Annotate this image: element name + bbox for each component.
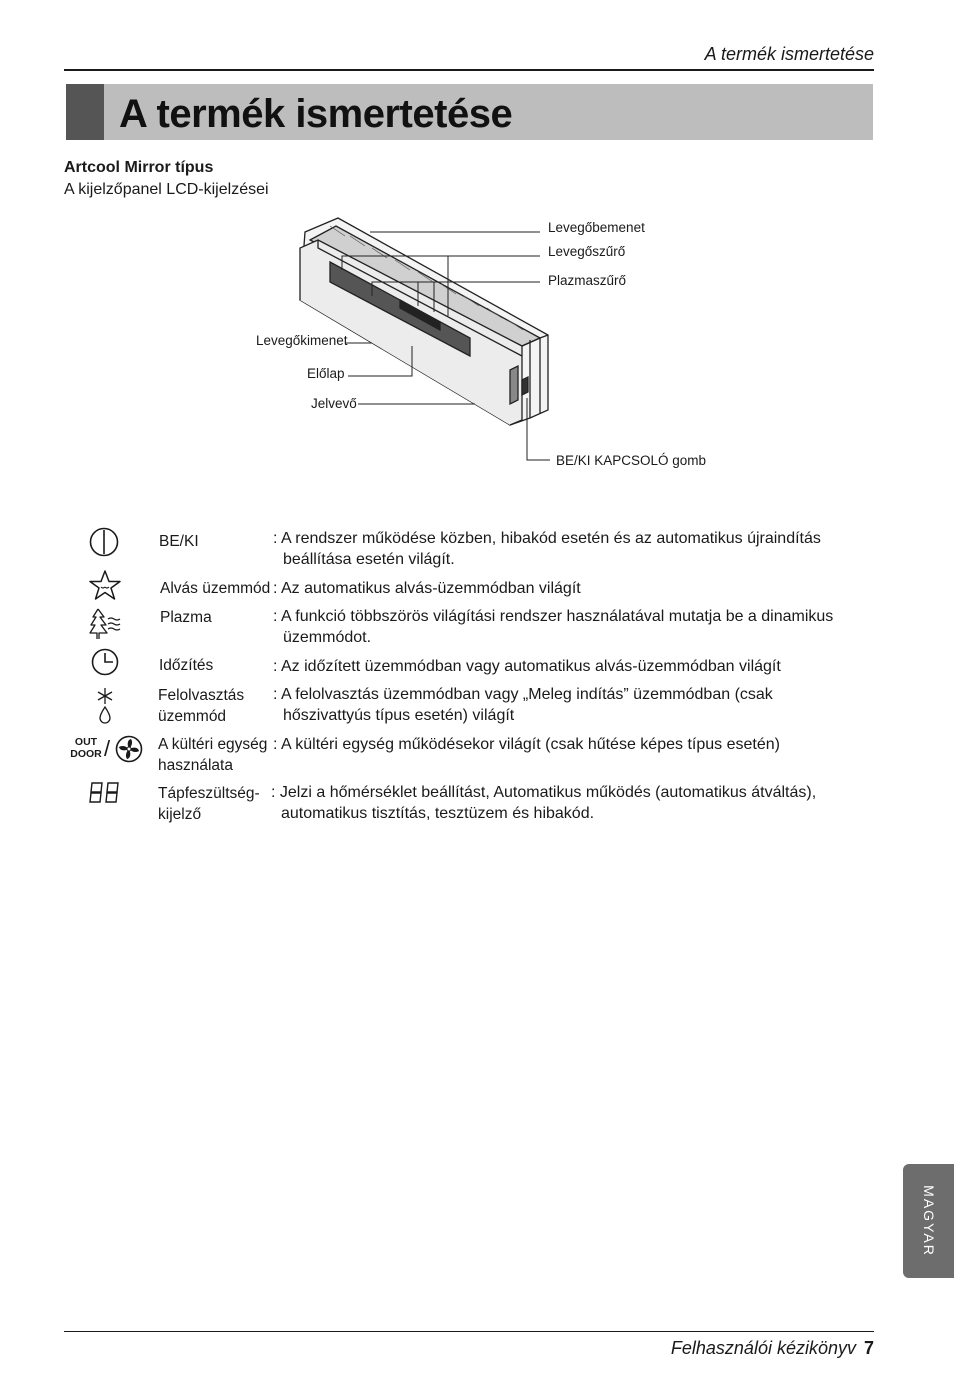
legend-term-sleep: Alvás üzemmód — [160, 580, 271, 597]
callout-signal-receiver: Jelvevő — [311, 396, 357, 411]
language-side-tab-label: MAGYAR — [920, 1185, 937, 1257]
legend-desc-power-line1: : A rendszer működése közben, hibakód esetén és az automatikus újraindítás — [273, 530, 821, 547]
footer — [64, 1338, 874, 1359]
callout-onoff-button: BE/KI KAPCSOLÓ gomb — [556, 453, 707, 468]
sleep-star-icon — [88, 569, 122, 601]
legend-desc-display-line1: : Jelzi a hőmérséklet beállítást, Automatikus működés (automatikus átváltás), — [271, 784, 817, 801]
outdoor-label-door: DOOR — [70, 748, 102, 760]
indoor-unit-diagram — [0, 0, 954, 480]
running-header: A termék ismertetése — [704, 44, 874, 64]
display-caption: A kijelzőpanel LCD-kijelzései — [64, 181, 269, 198]
power-icon — [88, 526, 120, 558]
legend-desc-display — [271, 782, 816, 824]
legend-desc-display-line2: automatikus tisztítás, tesztüzem és hibakód. — [281, 805, 595, 822]
legend-desc-outdoor — [273, 734, 780, 755]
seven-segment-icon — [88, 781, 122, 805]
footer-manual-name: Felhasználói kézikönyv — [670, 1338, 856, 1358]
legend-term-defrost-line1: Felolvasztás — [158, 687, 245, 704]
outdoor-separator: / — [104, 736, 111, 761]
legend-desc-sleep-line1: : Az automatikus alvás-üzemmódban világít — [273, 580, 581, 597]
legend-desc-timer-line1: : Az időzített üzemmódban vagy automatikus alvás-üzemmódban világít — [273, 658, 781, 675]
legend-term-outdoor — [158, 734, 267, 776]
callout-air-inlet: Levegőbemenet — [548, 220, 645, 235]
callout-front-panel: Előlap — [307, 366, 345, 381]
defrost-icon — [94, 686, 116, 724]
language-side-tab — [903, 1164, 954, 1278]
page-title: A termék ismertetése — [119, 92, 513, 136]
legend-desc-defrost-line1: : A felolvasztás üzemmódban vagy „Meleg indítás” üzemmódban (csak — [273, 686, 773, 703]
legend-desc-power-line2: beállítása esetén világít. — [283, 551, 455, 568]
legend-desc-power — [273, 528, 821, 570]
legend-term-timer: Időzítés — [159, 657, 214, 674]
legend-term-display — [158, 783, 260, 825]
footer-page-number: 7 — [863, 1338, 874, 1358]
legend-desc-timer — [273, 656, 781, 677]
legend-term-outdoor-line1: A kültéri egység — [158, 736, 268, 753]
legend-term-display-line2: kijelző — [158, 806, 202, 823]
legend-desc-outdoor-line1: : A kültéri egység működésekor világít (csak hűtése képes típus esetén) — [273, 736, 780, 753]
legend-term-plasma: Plazma — [160, 609, 212, 626]
legend-desc-defrost — [273, 684, 773, 726]
callout-air-filter: Levegőszűrő — [548, 244, 626, 259]
legend-desc-plasma — [273, 606, 833, 648]
legend-desc-defrost-line2: hőszivattyús típus esetén) világít — [283, 707, 515, 724]
legend-desc-sleep — [273, 578, 581, 599]
model-heading: Artcool Mirror típus — [64, 159, 214, 176]
plasma-icon — [88, 607, 124, 641]
legend-desc-plasma-line2: üzemmódot. — [283, 629, 372, 646]
outdoor-fan-icon — [115, 735, 143, 763]
footer-rule — [64, 1331, 874, 1332]
legend-term-power: BE/KI — [159, 533, 199, 550]
outdoor-label-out: OUT — [74, 736, 98, 748]
legend-term-display-line1: Tápfeszültség- — [158, 785, 260, 802]
timer-clock-icon — [89, 647, 121, 677]
callout-plasma-filter: Plazmaszűrő — [548, 273, 627, 288]
legend-desc-plasma-line1: : A funkció többszörös világítási rendszer használatával mutatja be a dinamikus — [273, 608, 834, 625]
legend-term-defrost — [158, 685, 244, 727]
callout-air-outlet: Levegőkimenet — [256, 333, 348, 348]
legend-term-defrost-line2: üzemmód — [158, 708, 227, 725]
legend-term-outdoor-line2: használata — [158, 757, 233, 774]
outdoor-label-icon — [66, 736, 106, 760]
